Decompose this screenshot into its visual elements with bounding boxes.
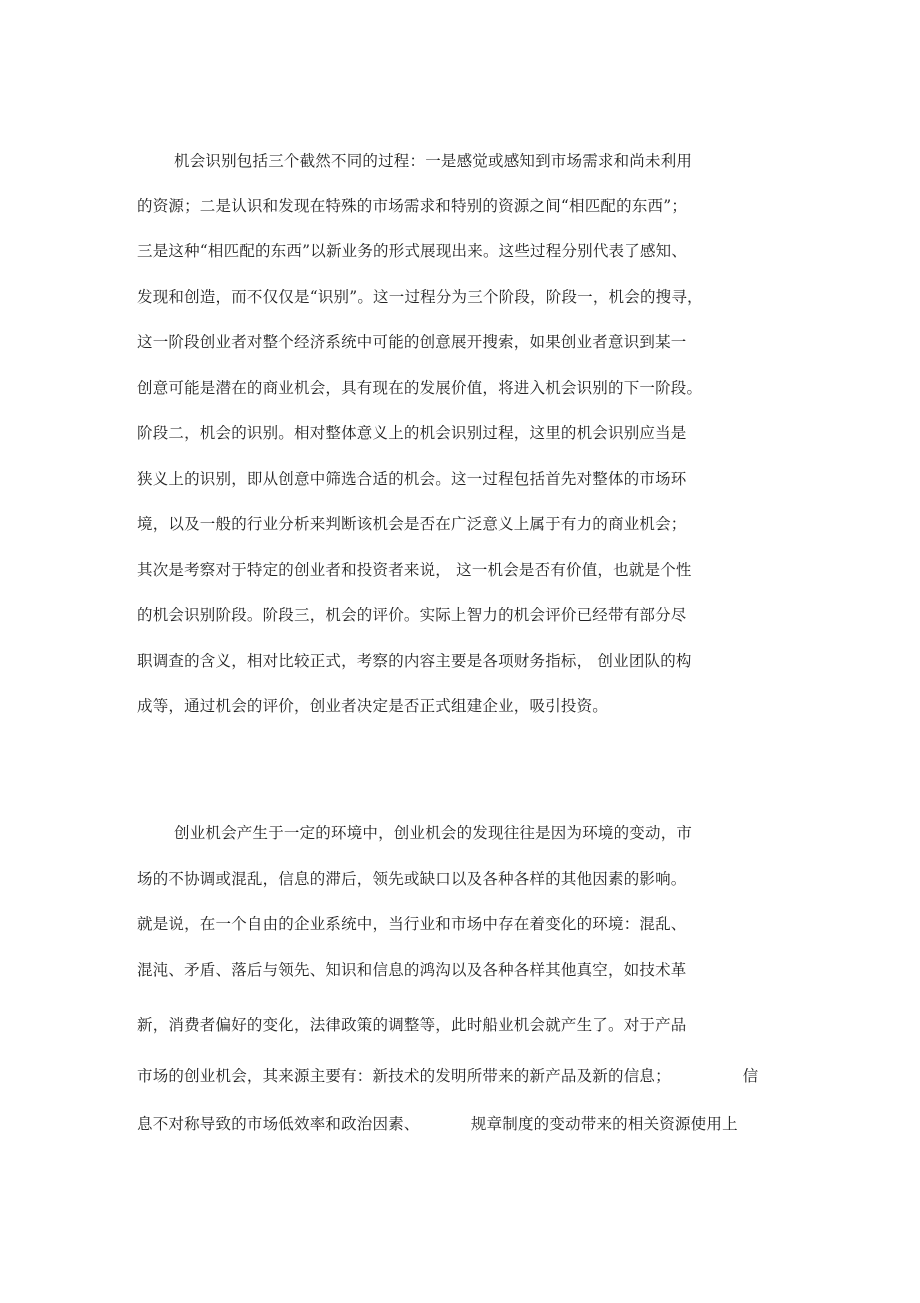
text-line: 创业机会产生于一定的环境中，创业机会的发现往往是因为环境的变动，市 <box>174 824 693 842</box>
text-line: 就是说，在一个自由的企业系统中，当行业和市场中存在着变化的环境：混乱、 <box>137 915 687 933</box>
text-line: 这一阶段创业者对整个经济系统中可能的创意展开搜索，如果创业者意识到某一 <box>137 333 687 351</box>
text-line: 新，消费者偏好的变化，法律政策的调整等，此时船业机会就产生了。对于产品 <box>137 1016 687 1034</box>
text-line: 其次是考察对于特定的创业者和投资者来说， 这一机会是否有价值，也就是个性 <box>137 561 692 579</box>
text-line: 成等，通过机会的评价，创业者决定是否正式组建企业，吸引投资。 <box>137 697 609 715</box>
text-line: 狭义上的识别，即从创意中筛选合适的机会。这一过程包括首先对整体的市场环 <box>137 470 687 488</box>
text-line: 创意可能是潜在的商业机会，具有现在的发展价值，将进入机会识别的下一阶段。 <box>137 379 703 397</box>
text-line: 机会识别包括三个截然不同的过程：一是感觉或感知到市场需求和尚未利用 <box>174 152 693 170</box>
text-line: 职调查的含义，相对比较正式，考察的内容主要是各项财务指标， 创业团队的构 <box>137 652 692 670</box>
text-line: 发现和创造，而不仅仅是“识别”。这一过程分为三个阶段，阶段一，机会的搜寻， <box>137 288 703 306</box>
text-line: 的资源；二是认识和发现在特殊的市场需求和特别的资源之间“相匹配的东西”； <box>137 197 688 215</box>
text-line: 混沌、矛盾、落后与领先、知识和信息的鸿沟以及各种各样其他真空，如技术革 <box>137 961 687 979</box>
text-line: 场的不协调或混乱，信息的滞后，领先或缺口以及各种各样的其他因素的影响。 <box>137 870 687 888</box>
text-line: 市场的创业机会，其来源主要有：新技术的发明所带来的新产品及新的信息； 信 <box>137 1067 759 1085</box>
text-line: 阶段二，机会的识别。相对整体意义上的机会识别过程，这里的机会识别应当是 <box>137 424 687 442</box>
text-line: 息不对称导致的市场低效率和政治因素、 规章制度的变动带来的相关资源使用上 <box>137 1115 738 1133</box>
text-line: 的机会识别阶段。阶段三，机会的评价。实际上智力的机会评价已经带有部分尽 <box>137 606 687 624</box>
text-line: 境，以及一般的行业分析来判断该机会是否在广泛意义上属于有力的商业机会； <box>137 515 687 533</box>
text-line: 三是这种“相匹配的东西”以新业务的形式展现出来。这些过程分别代表了感知、 <box>137 242 688 260</box>
